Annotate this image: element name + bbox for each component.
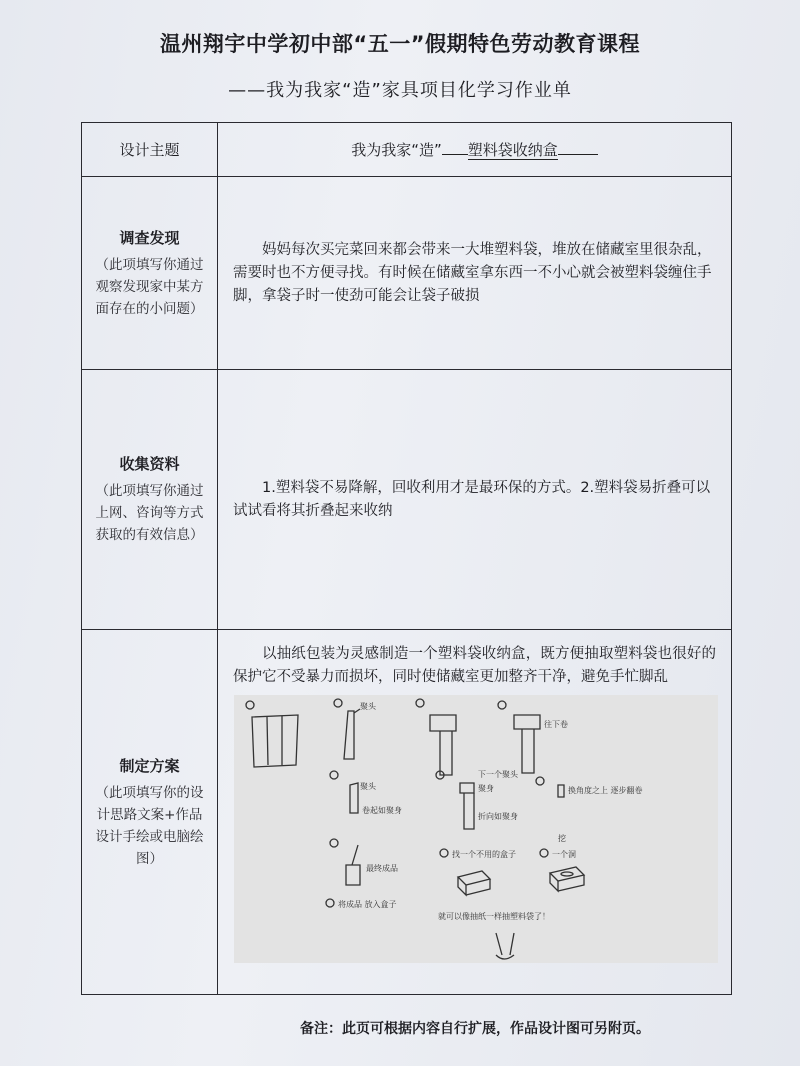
investigation-content: 妈妈每次买完菜回来都会带来一大堆塑料袋，堆放在储藏室里很杂乱，需要时也不方便寻找。有时候在储藏室拿东西一不小心就会被塑料袋缠住手脚，拿袋子时一使劲可能会让袋子破损: [233, 241, 712, 304]
page-subtitle: ——我为我家“造”家具项目化学习作业单: [228, 80, 572, 101]
sketch-note-12: 就可以像抽纸一样抽塑料袋了！: [438, 912, 550, 921]
sketch-note-8: 最终成品: [366, 864, 398, 873]
design-topic-label-cell: [82, 123, 218, 177]
page-title: 温州翔宇中学初中部“五一”假期特色劳动教育课程: [159, 32, 641, 56]
row-design-topic: [82, 123, 732, 177]
sketch-note-10b: 一个洞: [552, 850, 576, 859]
investigation-hint: （此项填写你通过观察发现家中某方面存在的小问题）: [95, 256, 204, 317]
sketch-note-6b: 下一个聚头: [478, 770, 518, 779]
plan-label: 制定方案: [119, 756, 180, 775]
row-investigation: [82, 177, 732, 370]
sketch-drawing: [234, 695, 718, 963]
design-sketch-image: [234, 695, 718, 963]
plan-content: 以抽纸包装为灵感制造一个塑料袋收纳盒，既方便抽取塑料袋也很好的保护它不受暴力而损坏，同时使储藏室更加整齐干净，避免手忙脚乱: [233, 646, 716, 685]
design-topic-value-cell: [218, 123, 732, 177]
sketch-note-11: 将成品 放入盒子: [338, 900, 397, 909]
investigation-label-cell: [82, 177, 218, 370]
row-research: [82, 370, 732, 630]
sketch-note-5b: 卷起如聚身: [362, 806, 402, 815]
sketch-note-2: 聚头: [360, 702, 376, 711]
research-label: 收集资料: [119, 455, 180, 473]
research-hint: （此项填写你通过上网、咨询等方式获取的有效信息）: [95, 483, 204, 543]
design-topic-prefix: 我为我家“造”: [351, 141, 442, 159]
research-content: 1.塑料袋不易降解，回收利用才是最环保的方式。2.塑料袋易折叠可以试试看将其折叠起来收纳: [233, 479, 711, 519]
sketch-note-10a: 挖: [558, 834, 566, 843]
research-content-cell: [218, 370, 732, 630]
sketch-note-9: 找一个不用的盒子: [452, 850, 516, 859]
research-label-cell: [82, 370, 218, 630]
design-topic-value: 塑料袋收纳盒: [467, 141, 558, 159]
sketch-note-4: 往下卷: [544, 720, 568, 729]
sketch-note-5a: 聚头: [360, 782, 376, 791]
investigation-content-cell: [218, 177, 732, 370]
plan-content-cell: [218, 630, 732, 995]
plan-hint: （此项填写你的设计思路文案+作品设计手绘或电脑绘图）: [95, 784, 204, 867]
row-plan: [82, 630, 732, 995]
design-topic-label: 设计主题: [119, 141, 180, 159]
plan-label-cell: [82, 630, 218, 995]
topic-blank-line: [442, 140, 468, 155]
footer-note: 备注：此页可根据内容自行扩展，作品设计图可另附页。: [300, 1021, 650, 1037]
sketch-note-6a: 聚身: [478, 784, 494, 793]
sketch-note-7: 换角度之上 逐步翻卷: [568, 786, 643, 795]
sketch-note-6c: 折向如聚身: [478, 812, 518, 821]
investigation-label: 调查发现: [119, 228, 180, 247]
worksheet-table: [81, 122, 732, 995]
topic-blank-line-end: [558, 140, 598, 155]
